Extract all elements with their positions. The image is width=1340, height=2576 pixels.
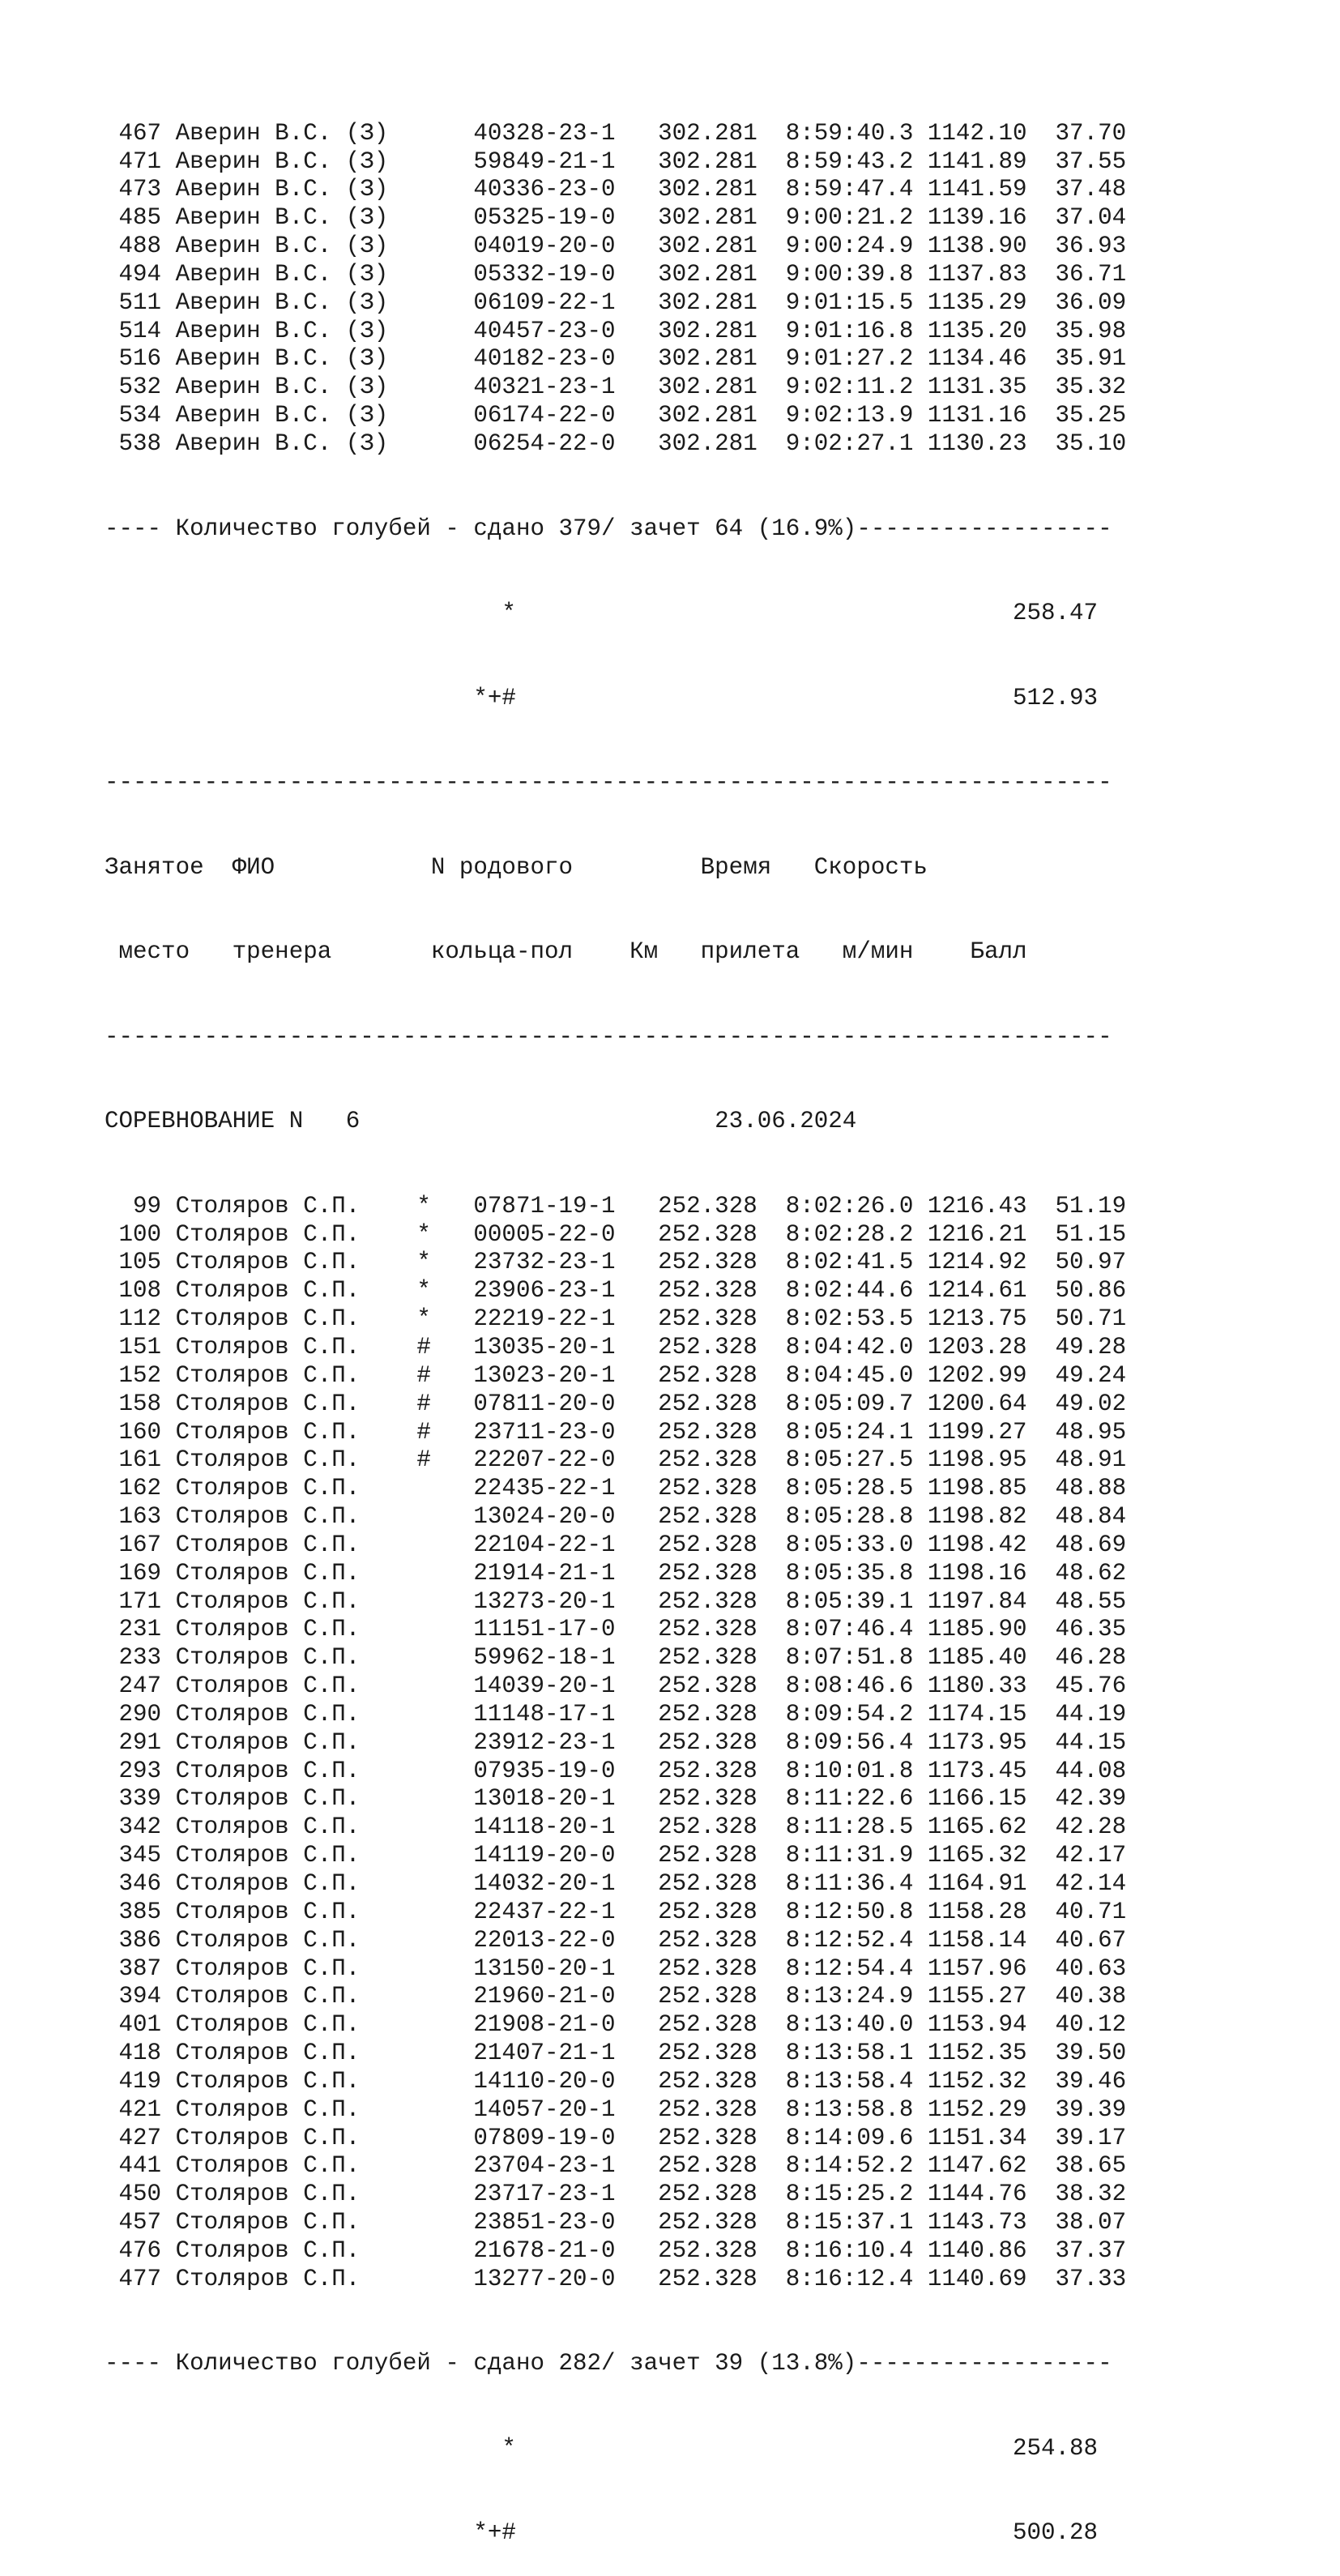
- result-row: 419 Столяров С.П. 14110-20-0 252.328 8:13:58.4 1152.32 39.46: [105, 2067, 1127, 2095]
- result-row: 339 Столяров С.П. 13018-20-1 252.328 8:11:22.6 1166.15 42.39: [105, 1785, 1127, 1813]
- result-row: 247 Столяров С.П. 14039-20-1 252.328 8:08:46.6 1180.33 45.76: [105, 1672, 1127, 1700]
- result-row: 457 Столяров С.П. 23851-23-0 252.328 8:15:37.1 1143.73 38.07: [105, 2209, 1127, 2236]
- section-stolyarov: [105, 1193, 1126, 2294]
- result-row: 485 Аверин В.С. (З) 05325-19-0 302.281 9:00:21.2 1139.16 37.04: [105, 204, 1127, 232]
- result-row: 516 Аверин В.С. (З) 40182-23-0 302.281 9:01:27.2 1134.46 35.91: [105, 345, 1127, 373]
- result-row: 233 Столяров С.П. 59962-18-1 252.328 8:07:51.8 1185.40 46.28: [105, 1644, 1127, 1672]
- result-row: 112 Столяров С.П. * 22219-22-1 252.328 8:02:53.5 1213.75 50.71: [105, 1305, 1127, 1333]
- result-row: 494 Аверин В.С. (З) 05332-19-0 302.281 9:00:39.8 1137.83 36.71: [105, 260, 1127, 288]
- result-row: 514 Аверин В.С. (З) 40457-23-0 302.281 9:01:16.8 1135.20 35.98: [105, 317, 1127, 344]
- result-row: 427 Столяров С.П. 07809-19-0 252.328 8:14:09.6 1151.34 39.17: [105, 2124, 1127, 2151]
- result-row: 167 Столяров С.П. 22104-22-1 252.328 8:05:33.0 1198.42 48.69: [105, 1531, 1127, 1558]
- result-row: 158 Столяров С.П. # 07811-20-0 252.328 8:05:09.7 1200.64 49.02: [105, 1390, 1127, 1417]
- result-row: 473 Аверин В.С. (З) 40336-23-0 302.281 8:59:47.4 1141.59 37.48: [105, 176, 1127, 203]
- divider-line: -----------------------------------------------------------------------: [105, 769, 1112, 797]
- result-row: 385 Столяров С.П. 22437-22-1 252.328 8:12:50.8 1158.28 40.71: [105, 1898, 1127, 1925]
- result-row: 100 Столяров С.П. * 00005-22-0 252.328 8:02:28.2 1216.21 51.15: [105, 1220, 1127, 1248]
- result-row: 467 Аверин В.С. (З) 40328-23-1 302.281 8:59:40.3 1142.10 37.70: [105, 119, 1127, 147]
- result-row: 387 Столяров С.П. 13150-20-1 252.328 8:12:54.4 1157.96 40.63: [105, 1954, 1127, 1982]
- result-row: 152 Столяров С.П. # 13023-20-1 252.328 8:04:45.0 1202.99 49.24: [105, 1361, 1127, 1389]
- column-header-line-2: место тренера кольца-пол Км прилета м/мин Балл: [105, 938, 1027, 966]
- result-row: 401 Столяров С.П. 21908-21-0 252.328 8:13:40.0 1153.94 40.12: [105, 2011, 1127, 2039]
- result-row: 450 Столяров С.П. 23717-23-1 252.328 8:15:25.2 1144.76 38.32: [105, 2181, 1127, 2208]
- result-row: 441 Столяров С.П. 23704-23-1 252.328 8:14:52.2 1147.62 38.65: [105, 2152, 1127, 2180]
- section-a-total-star: * 258.47: [105, 600, 1099, 627]
- result-row: 99 Столяров С.П. * 07871-19-1 252.328 8:02:26.0 1216.43 51.19: [105, 1192, 1127, 1220]
- result-row: 171 Столяров С.П. 13273-20-1 252.328 8:05:39.1 1197.84 48.55: [105, 1587, 1127, 1615]
- section-a-summary: ---- Количество голубей - сдано 379/ зачет 64 (16.9%)------------------: [105, 515, 1112, 542]
- competition-title: СОРЕВНОВАНИЕ N 6 23.06.2024: [105, 1108, 857, 1135]
- result-row: 421 Столяров С.П. 14057-20-1 252.328 8:13:58.8 1152.29 39.39: [105, 2095, 1127, 2123]
- result-row: 471 Аверин В.С. (З) 59849-21-1 302.281 8:59:43.2 1141.89 37.55: [105, 147, 1127, 175]
- section-b-summary: ---- Количество голубей - сдано 282/ зачет 39 (13.8%)------------------: [105, 2350, 1112, 2377]
- result-row: 534 Аверин В.С. (З) 06174-22-0 302.281 9:02:13.9 1131.16 35.25: [105, 402, 1127, 429]
- result-row: 231 Столяров С.П. 11151-17-0 252.328 8:07:46.4 1185.90 46.35: [105, 1616, 1127, 1643]
- result-row: 108 Столяров С.П. * 23906-23-1 252.328 8:02:44.6 1214.61 50.86: [105, 1277, 1127, 1305]
- result-row: 476 Столяров С.П. 21678-21-0 252.328 8:16:10.4 1140.86 37.37: [105, 2236, 1127, 2264]
- result-row: 169 Столяров С.П. 21914-21-1 252.328 8:05:35.8 1198.16 48.62: [105, 1559, 1127, 1587]
- result-row: 386 Столяров С.П. 22013-22-0 252.328 8:12:52.4 1158.14 40.67: [105, 1926, 1127, 1954]
- result-row: 161 Столяров С.П. # 22207-22-0 252.328 8:05:27.5 1198.95 48.91: [105, 1446, 1127, 1474]
- result-row: 394 Столяров С.П. 21960-21-0 252.328 8:13:24.9 1155.27 40.38: [105, 1983, 1127, 2010]
- result-row: 293 Столяров С.П. 07935-19-0 252.328 8:10:01.8 1173.45 44.08: [105, 1757, 1127, 1784]
- section-b-total-all: *+# 500.28: [105, 2519, 1099, 2547]
- result-row: 477 Столяров С.П. 13277-20-0 252.328 8:16:12.4 1140.69 37.33: [105, 2265, 1127, 2292]
- results-document: [105, 63, 1126, 2576]
- section-averin: [105, 120, 1126, 459]
- result-row: 345 Столяров С.П. 14119-20-0 252.328 8:11:31.9 1165.32 42.17: [105, 1842, 1127, 1869]
- result-row: 162 Столяров С.П. 22435-22-1 252.328 8:05:28.5 1198.85 48.88: [105, 1475, 1127, 1502]
- column-header-line-1: Занятое ФИО N родового Время Скорость: [105, 853, 928, 881]
- result-row: 538 Аверин В.С. (З) 06254-22-0 302.281 9:02:27.1 1130.23 35.10: [105, 429, 1127, 457]
- result-row: 105 Столяров С.П. * 23732-23-1 252.328 8:02:41.5 1214.92 50.97: [105, 1249, 1127, 1276]
- result-row: 151 Столяров С.П. # 13035-20-1 252.328 8:04:42.0 1203.28 49.28: [105, 1333, 1127, 1361]
- result-row: 160 Столяров С.П. # 23711-23-0 252.328 8:05:24.1 1199.27 48.95: [105, 1418, 1127, 1446]
- result-row: 511 Аверин В.С. (З) 06109-22-1 302.281 9:01:15.5 1135.29 36.09: [105, 288, 1127, 316]
- section-a-total-all: *+# 512.93: [105, 684, 1099, 711]
- result-row: 291 Столяров С.П. 23912-23-1 252.328 8:09:56.4 1173.95 44.15: [105, 1728, 1127, 1756]
- result-row: 418 Столяров С.П. 21407-21-1 252.328 8:13:58.1 1152.35 39.50: [105, 2040, 1127, 2067]
- result-row: 342 Столяров С.П. 14118-20-1 252.328 8:11:28.5 1165.62 42.28: [105, 1813, 1127, 1841]
- divider-line: -----------------------------------------------------------------------: [105, 1023, 1112, 1050]
- result-row: 346 Столяров С.П. 14032-20-1 252.328 8:11:36.4 1164.91 42.14: [105, 1870, 1127, 1897]
- section-b-total-star: * 254.88: [105, 2434, 1099, 2462]
- result-row: 163 Столяров С.П. 13024-20-0 252.328 8:05:28.8 1198.82 48.84: [105, 1503, 1127, 1531]
- result-row: 290 Столяров С.П. 11148-17-1 252.328 8:09:54.2 1174.15 44.19: [105, 1700, 1127, 1728]
- result-row: 532 Аверин В.С. (З) 40321-23-1 302.281 9:02:11.2 1131.35 35.32: [105, 374, 1127, 401]
- result-row: 488 Аверин В.С. (З) 04019-20-0 302.281 9:00:24.9 1138.90 36.93: [105, 233, 1127, 260]
